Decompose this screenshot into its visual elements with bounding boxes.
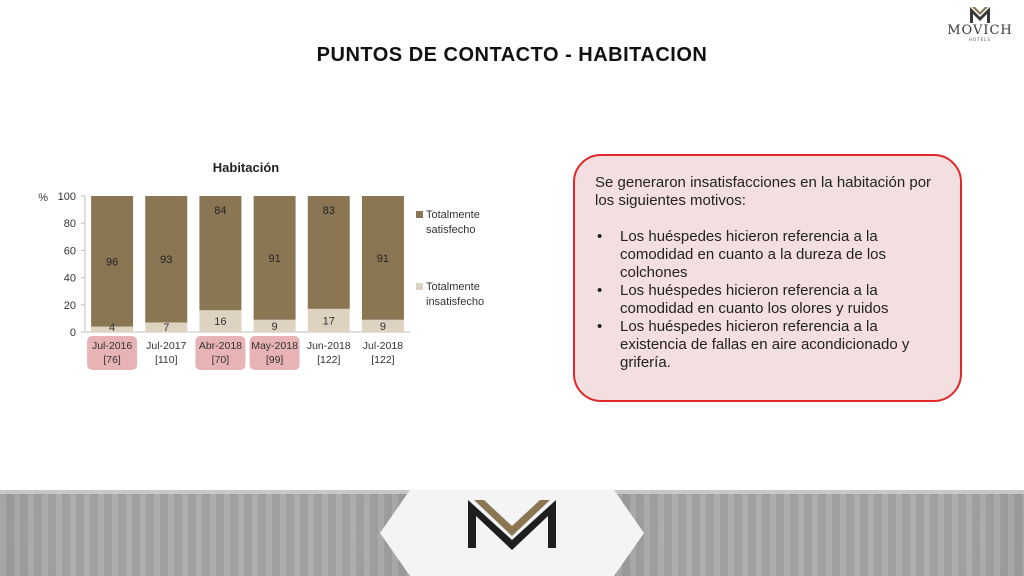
data-label-insatisfecho: 17 bbox=[322, 315, 335, 328]
legend-label-line2: satisfecho bbox=[426, 224, 476, 236]
legend-label-line2: insatisfecho bbox=[426, 296, 485, 308]
x-tick-label: Abr-2018 bbox=[198, 340, 243, 352]
data-label-satisfecho: 91 bbox=[376, 252, 390, 265]
x-tick-label: Jul-2016 bbox=[91, 340, 133, 352]
x-sample-size-label: [76] bbox=[103, 354, 121, 366]
data-label-insatisfecho: 4 bbox=[109, 322, 116, 334]
brand-name: MOVICH bbox=[947, 23, 1013, 38]
stacked-bar-chart bbox=[30, 150, 530, 380]
x-tick-label: May-2018 bbox=[251, 340, 298, 352]
legend-label: Totalmente bbox=[426, 281, 480, 293]
x-sample-size-label: [122] bbox=[317, 354, 341, 366]
y-tick-label: 60 bbox=[63, 245, 76, 258]
brand-mark-icon bbox=[969, 6, 991, 24]
x-tick-label: Jul-2018 bbox=[362, 340, 404, 352]
callout-item: • Los huéspedes hicieron referencia a la comodidad en cuanto los olores y ruidos bbox=[595, 282, 940, 318]
data-label-satisfecho: 93 bbox=[160, 254, 173, 267]
legend-swatch bbox=[416, 211, 423, 218]
y-tick-label: 0 bbox=[69, 327, 76, 339]
y-axis-unit: % bbox=[38, 192, 48, 204]
x-tick-label: Jul-2017 bbox=[146, 340, 187, 352]
data-label-insatisfecho: 16 bbox=[214, 316, 227, 329]
y-tick-label: 100 bbox=[57, 191, 76, 203]
x-sample-size-label: [110] bbox=[154, 354, 178, 366]
legend-swatch bbox=[416, 283, 423, 290]
x-sample-size-label: [99] bbox=[265, 354, 284, 366]
x-sample-size-label: [70] bbox=[211, 354, 230, 366]
callout-intro: Se generaron insatisfacciones en la habitación por los siguientes motivos: bbox=[595, 174, 932, 209]
y-tick-label: 80 bbox=[63, 218, 76, 231]
data-label-satisfecho: 84 bbox=[214, 205, 227, 217]
x-sample-size-label: [122] bbox=[371, 354, 395, 366]
callout-item: • Los huéspedes hicieron referencia a la existencia de fallas en aire acondicionado y grifería. bbox=[595, 318, 940, 372]
brand-logo bbox=[940, 6, 1020, 46]
chart-title: Habitación bbox=[212, 160, 280, 175]
data-label-insatisfecho: 9 bbox=[271, 320, 278, 333]
data-label-satisfecho: 91 bbox=[268, 252, 281, 265]
y-tick-label: 20 bbox=[63, 299, 76, 312]
footer-logo-panel bbox=[380, 490, 644, 576]
legend-label: Totalmente bbox=[426, 209, 480, 221]
data-label-satisfecho: 83 bbox=[322, 205, 335, 217]
x-tick-label: Jun-2018 bbox=[306, 340, 351, 352]
page-title: PUNTOS DE CONTACTO - HABITACION bbox=[316, 44, 708, 66]
data-label-insatisfecho: 7 bbox=[163, 322, 170, 334]
chart-plot-area bbox=[58, 191, 484, 370]
callout-item: • Los huéspedes hicieron referencia a la comodidad en cuanto a la dureza de los colchones bbox=[595, 228, 940, 282]
findings-callout bbox=[573, 154, 962, 402]
brand-tagline: HOTELS bbox=[969, 37, 991, 42]
data-label-satisfecho: 96 bbox=[105, 256, 119, 269]
data-label-insatisfecho: 9 bbox=[379, 320, 386, 333]
callout-list bbox=[595, 228, 940, 372]
y-tick-label: 40 bbox=[63, 272, 76, 285]
